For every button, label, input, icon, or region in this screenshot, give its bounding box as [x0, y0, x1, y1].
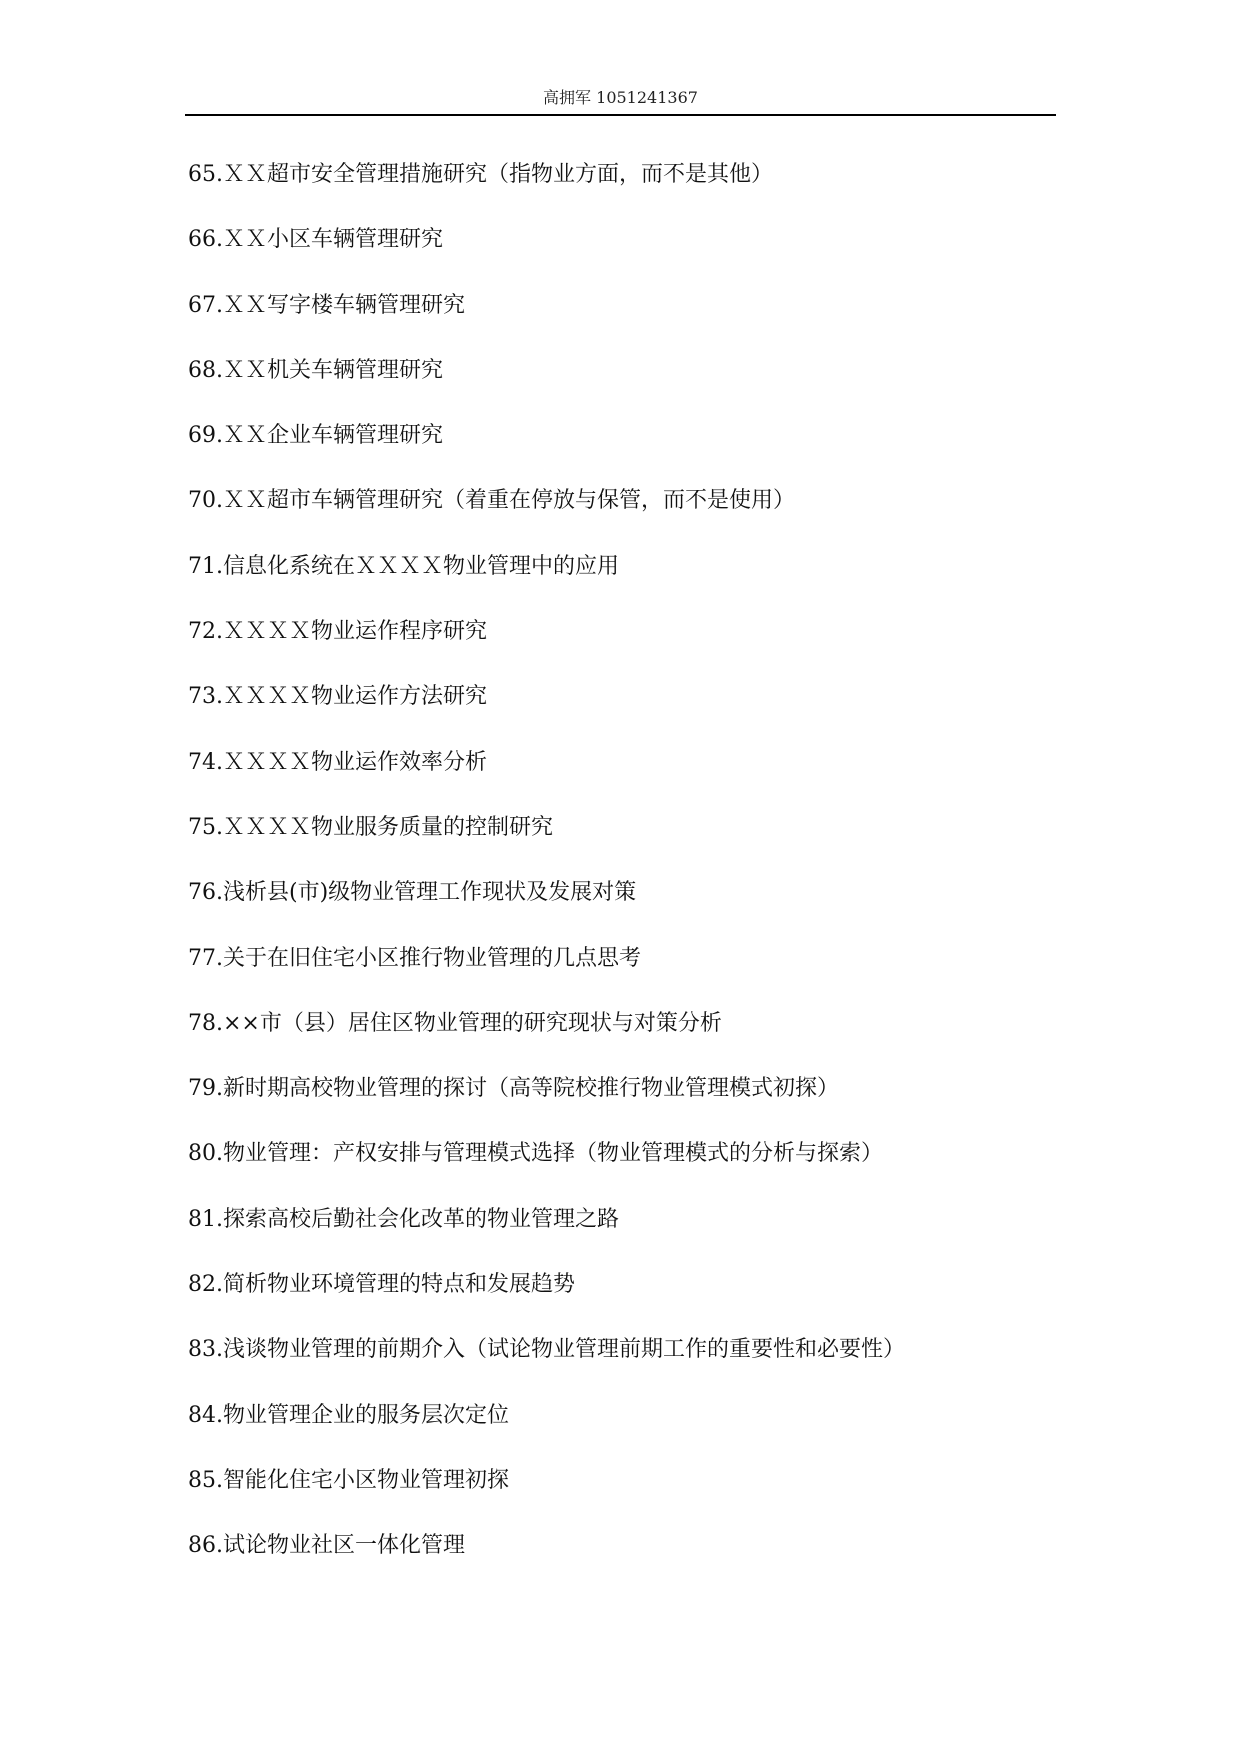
- list-item: [188, 1531, 1088, 1596]
- item-text: 物业管理：产权安排与管理模式选择（物业管理模式的分析与探索）: [223, 1141, 884, 1167]
- item-text: 智能化住宅小区物业管理初探: [223, 1467, 510, 1493]
- item-number: 78.: [188, 1010, 223, 1036]
- item-number: 71.: [188, 553, 223, 579]
- item-number: 77.: [188, 945, 223, 971]
- item-number: 84.: [188, 1402, 223, 1428]
- item-text: 信息化系统在ＸＸＸＸ物业管理中的应用: [223, 553, 620, 579]
- item-text: 关于在旧住宅小区推行物业管理的几点思考: [223, 945, 642, 971]
- header-rule: [185, 114, 1056, 116]
- item-text: ＸＸ写字楼车辆管理研究: [223, 292, 466, 318]
- list-item: [188, 1270, 1088, 1335]
- item-text: ＸＸ企业车辆管理研究: [223, 423, 444, 449]
- item-number: 75.: [188, 814, 223, 840]
- list-item: [188, 748, 1088, 813]
- list-item: [188, 944, 1088, 1009]
- item-text: ＸＸＸＸ物业运作程序研究: [223, 619, 488, 645]
- list-item: [188, 813, 1088, 878]
- item-number: 66.: [188, 227, 223, 253]
- item-number: 72.: [188, 619, 223, 645]
- item-text: ＸＸＸＸ物业运作方法研究: [223, 684, 488, 710]
- list-item: [188, 1074, 1088, 1139]
- list-item: [188, 682, 1088, 747]
- list-item: [188, 486, 1088, 551]
- item-number: 65.: [188, 162, 223, 187]
- item-number: 76.: [188, 880, 223, 906]
- item-text: ＸＸ超市安全管理措施研究（指物业方面，而不是其他）: [223, 162, 774, 187]
- item-text: ＸＸ小区车辆管理研究: [223, 227, 444, 253]
- list-item: [188, 1139, 1088, 1204]
- item-text: 浅谈物业管理的前期介入（试论物业管理前期工作的重要性和必要性）: [223, 1337, 906, 1363]
- list-item: [188, 878, 1088, 943]
- topic-list: [188, 160, 1088, 1597]
- header-text: 高拥军 1051241367: [543, 88, 698, 107]
- item-text: 新时期高校物业管理的探讨（高等院校推行物业管理模式初探）: [223, 1076, 840, 1102]
- item-number: 86.: [188, 1533, 223, 1559]
- item-text: ＸＸＸＸ物业服务质量的控制研究: [223, 814, 554, 840]
- item-text: 简析物业环境管理的特点和发展趋势: [223, 1272, 576, 1298]
- list-item: [188, 552, 1088, 617]
- item-number: 83.: [188, 1337, 223, 1363]
- item-number: 80.: [188, 1141, 223, 1167]
- item-text: ＸＸ超市车辆管理研究（着重在停放与保管，而不是使用）: [223, 488, 796, 514]
- item-number: 74.: [188, 749, 223, 775]
- page-header: [0, 88, 1241, 108]
- list-item: [188, 421, 1088, 486]
- list-item: [188, 160, 1088, 225]
- list-item: [188, 225, 1088, 290]
- item-text: ××市（县）居住区物业管理的研究现状与对策分析: [223, 1010, 722, 1036]
- list-item: [188, 356, 1088, 421]
- list-item: [188, 1335, 1088, 1400]
- item-number: 70.: [188, 488, 223, 514]
- item-text: ＸＸＸＸ物业运作效率分析: [223, 749, 488, 775]
- item-number: 82.: [188, 1272, 223, 1298]
- item-text: 物业管理企业的服务层次定位: [223, 1402, 510, 1428]
- list-item: [188, 1466, 1088, 1531]
- item-number: 85.: [188, 1467, 223, 1493]
- item-text: 试论物业社区一体化管理: [223, 1533, 466, 1559]
- item-text: 探索高校后勤社会化改革的物业管理之路: [223, 1206, 620, 1232]
- list-item: [188, 617, 1088, 682]
- list-item: [188, 1009, 1088, 1074]
- item-text: ＸＸ机关车辆管理研究: [223, 357, 444, 383]
- list-item: [188, 1401, 1088, 1466]
- item-number: 67.: [188, 292, 223, 318]
- item-number: 69.: [188, 423, 223, 449]
- list-item: [188, 291, 1088, 356]
- item-number: 73.: [188, 684, 223, 710]
- item-text: 浅析县(市)级物业管理工作现状及发展对策: [223, 880, 637, 906]
- list-item: [188, 1205, 1088, 1270]
- item-number: 68.: [188, 357, 223, 383]
- item-number: 79.: [188, 1076, 223, 1102]
- item-number: 81.: [188, 1206, 223, 1232]
